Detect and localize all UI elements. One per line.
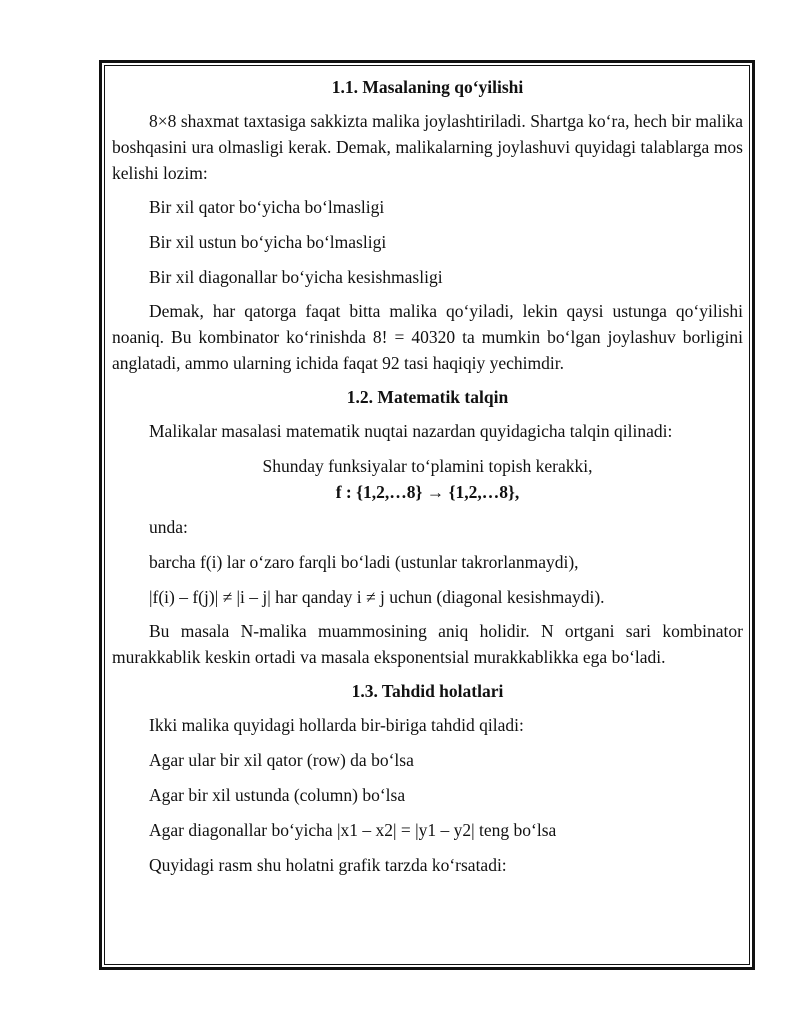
section-heading-1-3: 1.3. Tahdid holatlari — [351, 681, 504, 701]
paragraph-math-intro: Malikalar masalasi matematik nuqtai nazardan quyidagicha talqin qilinadi: — [149, 421, 673, 441]
paragraph-n-queens: Bu masala N-malika muammosining aniq holidir. N ortgani sari kombinator murakkablik keskin ortadi va masala eksponentsial murakkablikka ega bo‘ladi. — [112, 621, 743, 667]
document-body — [112, 74, 743, 878]
section-heading-1-1: 1.1. Masalaning qo‘yilishi — [331, 77, 524, 97]
function-formula: f : {1,2,…8} → {1,2,…8}, — [335, 482, 520, 502]
rule-column: Bir xil ustun bo‘yicha bo‘lmasligi — [149, 232, 387, 252]
paragraph-conclusion: Demak, har qatorga faqat bitta malika qo‘yiladi, lekin qaysi ustunga qo‘yilishi noaniq. Bu kombinator ko‘rinishda 8! = 40320 ta mumkin bo‘lgan joylashuv borligini anglatadi, ammo ularning ichida faqat 92 tasi haqiqiy yechimdir. — [112, 301, 743, 373]
threat-case-column: Agar bir xil ustunda (column) bo‘lsa — [149, 785, 406, 805]
condition-distinct: barcha f(i) lar o‘zaro farqli bo‘ladi (ustunlar takrorlanmaydi), — [149, 552, 579, 572]
paragraph-figure-intro: Quyidagi rasm shu holatni grafik tarzda ko‘rsatadi: — [149, 855, 507, 875]
rule-diagonal: Bir xil diagonallar bo‘yicha kesishmasligi — [149, 267, 443, 287]
centered-statement: Shunday funksiyalar to‘plamini topish kerakki, — [262, 456, 593, 476]
paragraph-threat-intro: Ikki malika quyidagi hollarda bir-biriga tahdid qiladi: — [149, 715, 524, 735]
paragraph-intro: 8×8 shaxmat taxtasiga sakkizta malika joylashtiriladi. Shartga ko‘ra, hech bir malika boshqasini ura olmasligi kerak. Demak, malikalarning joylashuvi quyidagi talablarga mos kelishi lozim: — [112, 111, 743, 183]
threat-case-diagonal: Agar diagonallar bo‘yicha |x1 – x2| = |y1 – y2| teng bo‘lsa — [149, 820, 557, 840]
condition-diagonal: |f(i) – f(j)| ≠ |i – j| har qanday i ≠ j uchun (diagonal kesishmaydi). — [149, 587, 605, 607]
unda-label: unda: — [149, 517, 188, 537]
threat-case-row: Agar ular bir xil qator (row) da bo‘lsa — [149, 750, 414, 770]
rule-row: Bir xil qator bo‘yicha bo‘lmasligi — [149, 197, 385, 217]
section-heading-1-2: 1.2. Matematik talqin — [346, 387, 509, 407]
